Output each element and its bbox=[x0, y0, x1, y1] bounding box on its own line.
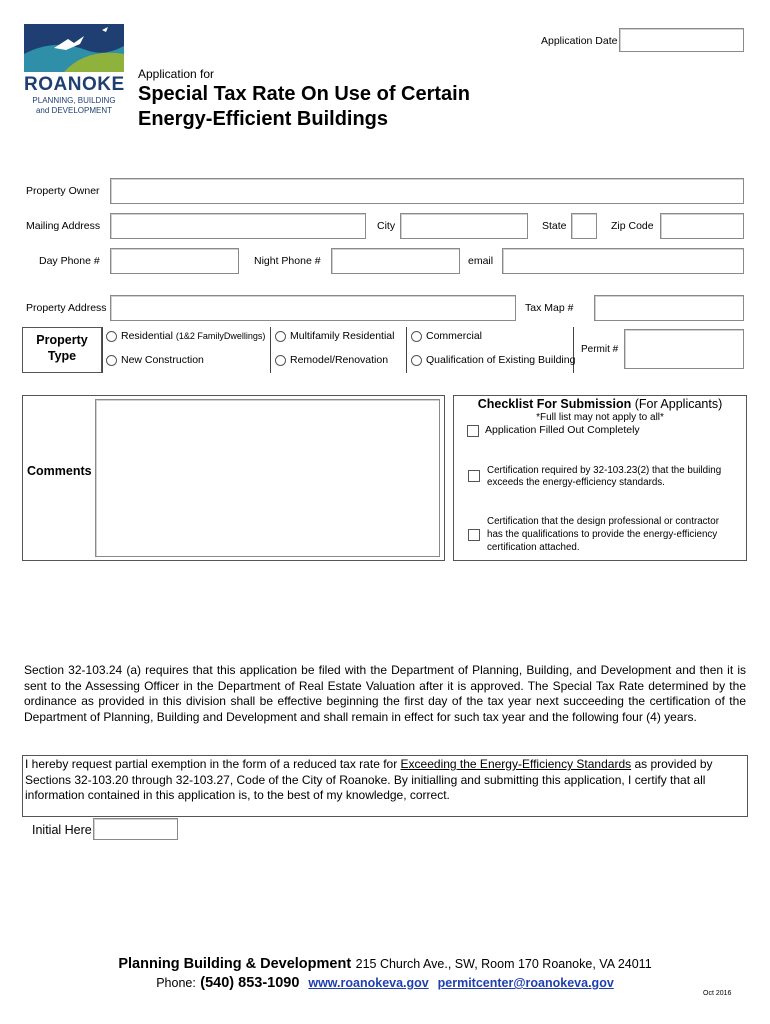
certification-standards-line-1: Certification required by 32-103.23(2) that the building bbox=[487, 465, 722, 476]
property-address-label: Property Address bbox=[26, 302, 107, 314]
divider bbox=[406, 327, 407, 373]
logo-subline-2: and DEVELOPMENT bbox=[35, 106, 113, 115]
qualification-radio[interactable] bbox=[411, 355, 422, 366]
tax-map-label: Tax Map # bbox=[525, 302, 574, 314]
certification-standards-checkbox[interactable] bbox=[468, 470, 480, 482]
footer-department: Planning Building & Development bbox=[118, 956, 352, 972]
checklist-title-rest: (For Applicants) bbox=[634, 397, 723, 411]
form-title-line-2: Energy-Efficient Buildings bbox=[138, 108, 389, 130]
remodel-label: Remodel/Renovation bbox=[290, 354, 389, 366]
checklist-note: *Full list may not apply to all* bbox=[536, 412, 664, 423]
residential-radio[interactable] bbox=[106, 331, 117, 342]
remodel-radio[interactable] bbox=[275, 355, 286, 366]
night-phone-field[interactable] bbox=[331, 248, 460, 274]
residential-label bbox=[121, 330, 265, 342]
property-owner-label: Property Owner bbox=[26, 185, 100, 197]
request-text-before: I hereby request partial exemption in the form of a reduced tax rate for bbox=[25, 757, 401, 771]
application-date-field[interactable] bbox=[619, 28, 744, 52]
certification-qualifications-line-2: has the qualifications to provide the energy-efficiency bbox=[487, 529, 718, 540]
footer-website-link[interactable]: www.roanokeva.gov bbox=[308, 976, 429, 990]
application-complete-label: Application Filled Out Completely bbox=[485, 424, 640, 436]
tax-map-field[interactable] bbox=[594, 295, 744, 321]
qualification-label: Qualification of Existing Building bbox=[426, 354, 576, 366]
new-construction-label: New Construction bbox=[121, 354, 204, 366]
checklist-title bbox=[453, 397, 747, 411]
day-phone-field[interactable] bbox=[110, 248, 239, 274]
logo-name: ROANOKE bbox=[24, 74, 125, 95]
roanoke-logo-graphic bbox=[24, 24, 124, 72]
permit-field[interactable] bbox=[624, 329, 744, 369]
section-paragraph: Section 32-103.24 (a) requires that this application be filed with the Department of Planning, Building, and Development and then it is sent to the Assessing Officer in the Department of Real Estate Valuation after it is approved. The Special Tax Rate determined by the ordinance as provided in this division shall be effective beginning the first day of the tax year next succeeding the certification of the Department of Planning, Building and Development and shall remain in effect for such tax year and the following four (4) years. bbox=[24, 663, 746, 724]
property-type-label-line-2: Type bbox=[47, 349, 77, 363]
property-type-label-line-1: Property bbox=[36, 333, 88, 347]
footer-contact-line bbox=[0, 974, 770, 992]
application-complete-checkbox[interactable] bbox=[467, 425, 479, 437]
commercial-label: Commercial bbox=[426, 330, 483, 342]
city-field[interactable] bbox=[400, 213, 528, 239]
city-label: City bbox=[377, 220, 396, 232]
state-label: State bbox=[542, 220, 567, 232]
divider bbox=[573, 327, 574, 373]
mailing-address-field[interactable] bbox=[110, 213, 366, 239]
multifamily-radio[interactable] bbox=[275, 331, 286, 342]
certification-standards-line-2: exceeds the energy-efficiency standards. bbox=[487, 477, 665, 488]
zip-code-field[interactable] bbox=[660, 213, 744, 239]
divider bbox=[270, 327, 271, 373]
night-phone-label: Night Phone # bbox=[254, 255, 321, 267]
checklist-title-bold: Checklist For Submission bbox=[477, 397, 632, 411]
state-field[interactable] bbox=[571, 213, 597, 239]
footer-revision: Oct 2016 bbox=[703, 990, 732, 997]
comments-label: Comments bbox=[27, 464, 92, 478]
footer-address-line bbox=[0, 955, 770, 973]
multifamily-label: Multifamily Residential bbox=[290, 330, 395, 342]
footer-phone: (540) 853-1090 bbox=[200, 975, 300, 991]
permit-label: Permit # bbox=[581, 344, 619, 355]
request-text-underlined: Exceeding the Energy-Efficiency Standards bbox=[400, 757, 632, 771]
request-statement bbox=[22, 755, 748, 817]
comments-field[interactable] bbox=[95, 399, 440, 557]
footer-phone-label: Phone: bbox=[156, 976, 196, 990]
mailing-address-label: Mailing Address bbox=[26, 220, 101, 232]
email-field[interactable] bbox=[502, 248, 744, 274]
certification-qualifications-line-3: certification attached. bbox=[487, 542, 580, 553]
form-title-line-1: Special Tax Rate On Use of Certain bbox=[138, 83, 470, 105]
footer-email-link[interactable]: permitcenter@roanokeva.gov bbox=[437, 976, 614, 990]
roanoke-logo bbox=[22, 24, 126, 120]
property-address-field[interactable] bbox=[110, 295, 516, 321]
certification-qualifications-line-1: Certification that the design professional or contractor bbox=[487, 516, 719, 527]
zip-code-label: Zip Code bbox=[611, 220, 654, 232]
application-for-label: Application for bbox=[138, 67, 215, 81]
residential-text: Residential bbox=[121, 330, 173, 342]
day-phone-label: Day Phone # bbox=[39, 255, 100, 267]
certification-qualifications-checkbox[interactable] bbox=[468, 529, 480, 541]
request-text-after: as provided by Sections 32-103.20 through 32-103.27, Code of the City of Roanoke. By initialling and submitting this application, I certify that all information contained in this application is, to the best of my knowledge, correct. bbox=[25, 757, 713, 802]
residential-note: (1&2 FamilyDwellings) bbox=[175, 331, 266, 341]
divider bbox=[102, 327, 103, 373]
initial-here-field[interactable] bbox=[93, 818, 178, 840]
application-date-label: Application Date bbox=[541, 35, 618, 47]
footer-address: 215 Church Ave., SW, Room 170 Roanoke, VA 24011 bbox=[355, 957, 652, 971]
new-construction-radio[interactable] bbox=[106, 355, 117, 366]
email-label: email bbox=[468, 255, 494, 267]
initial-here-label: Initial Here bbox=[32, 823, 92, 837]
commercial-radio[interactable] bbox=[411, 331, 422, 342]
property-owner-field[interactable] bbox=[110, 178, 744, 204]
logo-subline-1: PLANNING, BUILDING bbox=[32, 96, 116, 105]
